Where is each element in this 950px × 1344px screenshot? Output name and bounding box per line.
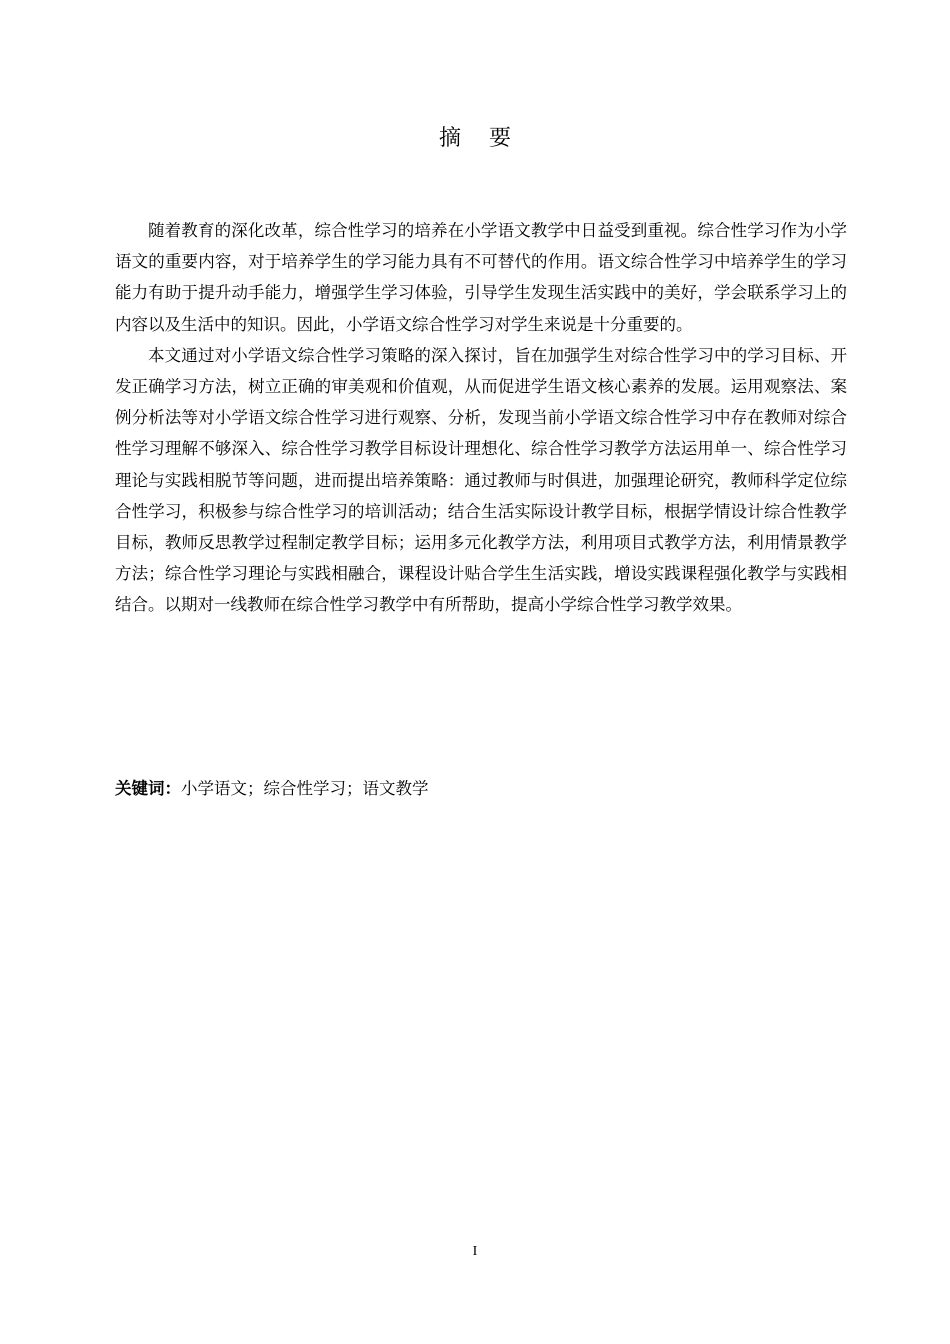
abstract-title: 摘要	[438, 126, 539, 151]
abstract-paragraph-1: 随着教育的深化改革，综合性学习的培养在小学语文教学中日益受到重视。综合性学习作为小学语文的重要内容，对于培养学生的学习能力具有不可替代的作用。语文综合性学习中培养学生的学习能力有助于提升动手能力，增强学生学习体验，引导学生发现生活实践中的美好，学会联系学习上的内容以及生活中的知识。因此，小学语文综合性学习对学生来说是十分重要的。	[115, 221, 847, 334]
abstract-body	[115, 215, 847, 621]
page-number: I	[472, 1244, 478, 1259]
keywords-line	[115, 775, 429, 803]
abstract-paragraph-2: 本文通过对小学语文综合性学习策略的深入探讨，旨在加强学生对综合性学习中的学习目标、开发正确学习方法，树立正确的审美观和价值观，从而促进学生语文核心素养的发展。运用观察法、案例分析法等对小学语文综合性学习进行观察、分析，发现当前小学语文综合性学习中存在教师对综合性学习理解不够深入、综合性学习教学目标设计理想化、综合性学习教学方法运用单一、综合性学习理论与实践相脱节等问题，进而提出培养策略：通过教师与时俱进，加强理论研究，教师科学定位综合性学习，积极参与综合性学习的培训活动；结合生活实际设计教学目标，根据学情设计综合性教学目标，教师反思教学过程制定教学目标；运用多元化教学方法，利用项目式教学方法，利用情景教学方法；综合性学习理论与实践相融合，课程设计贴合学生生活实践，增设实践课程强化教学与实践相结合。以期对一线教师在综合性学习教学中有所帮助，提高小学综合性学习教学效果。	[115, 345, 847, 615]
keywords-value: 小学语文；综合性学习；语文教学	[181, 779, 429, 798]
keywords-label: 关键词：	[115, 779, 181, 798]
